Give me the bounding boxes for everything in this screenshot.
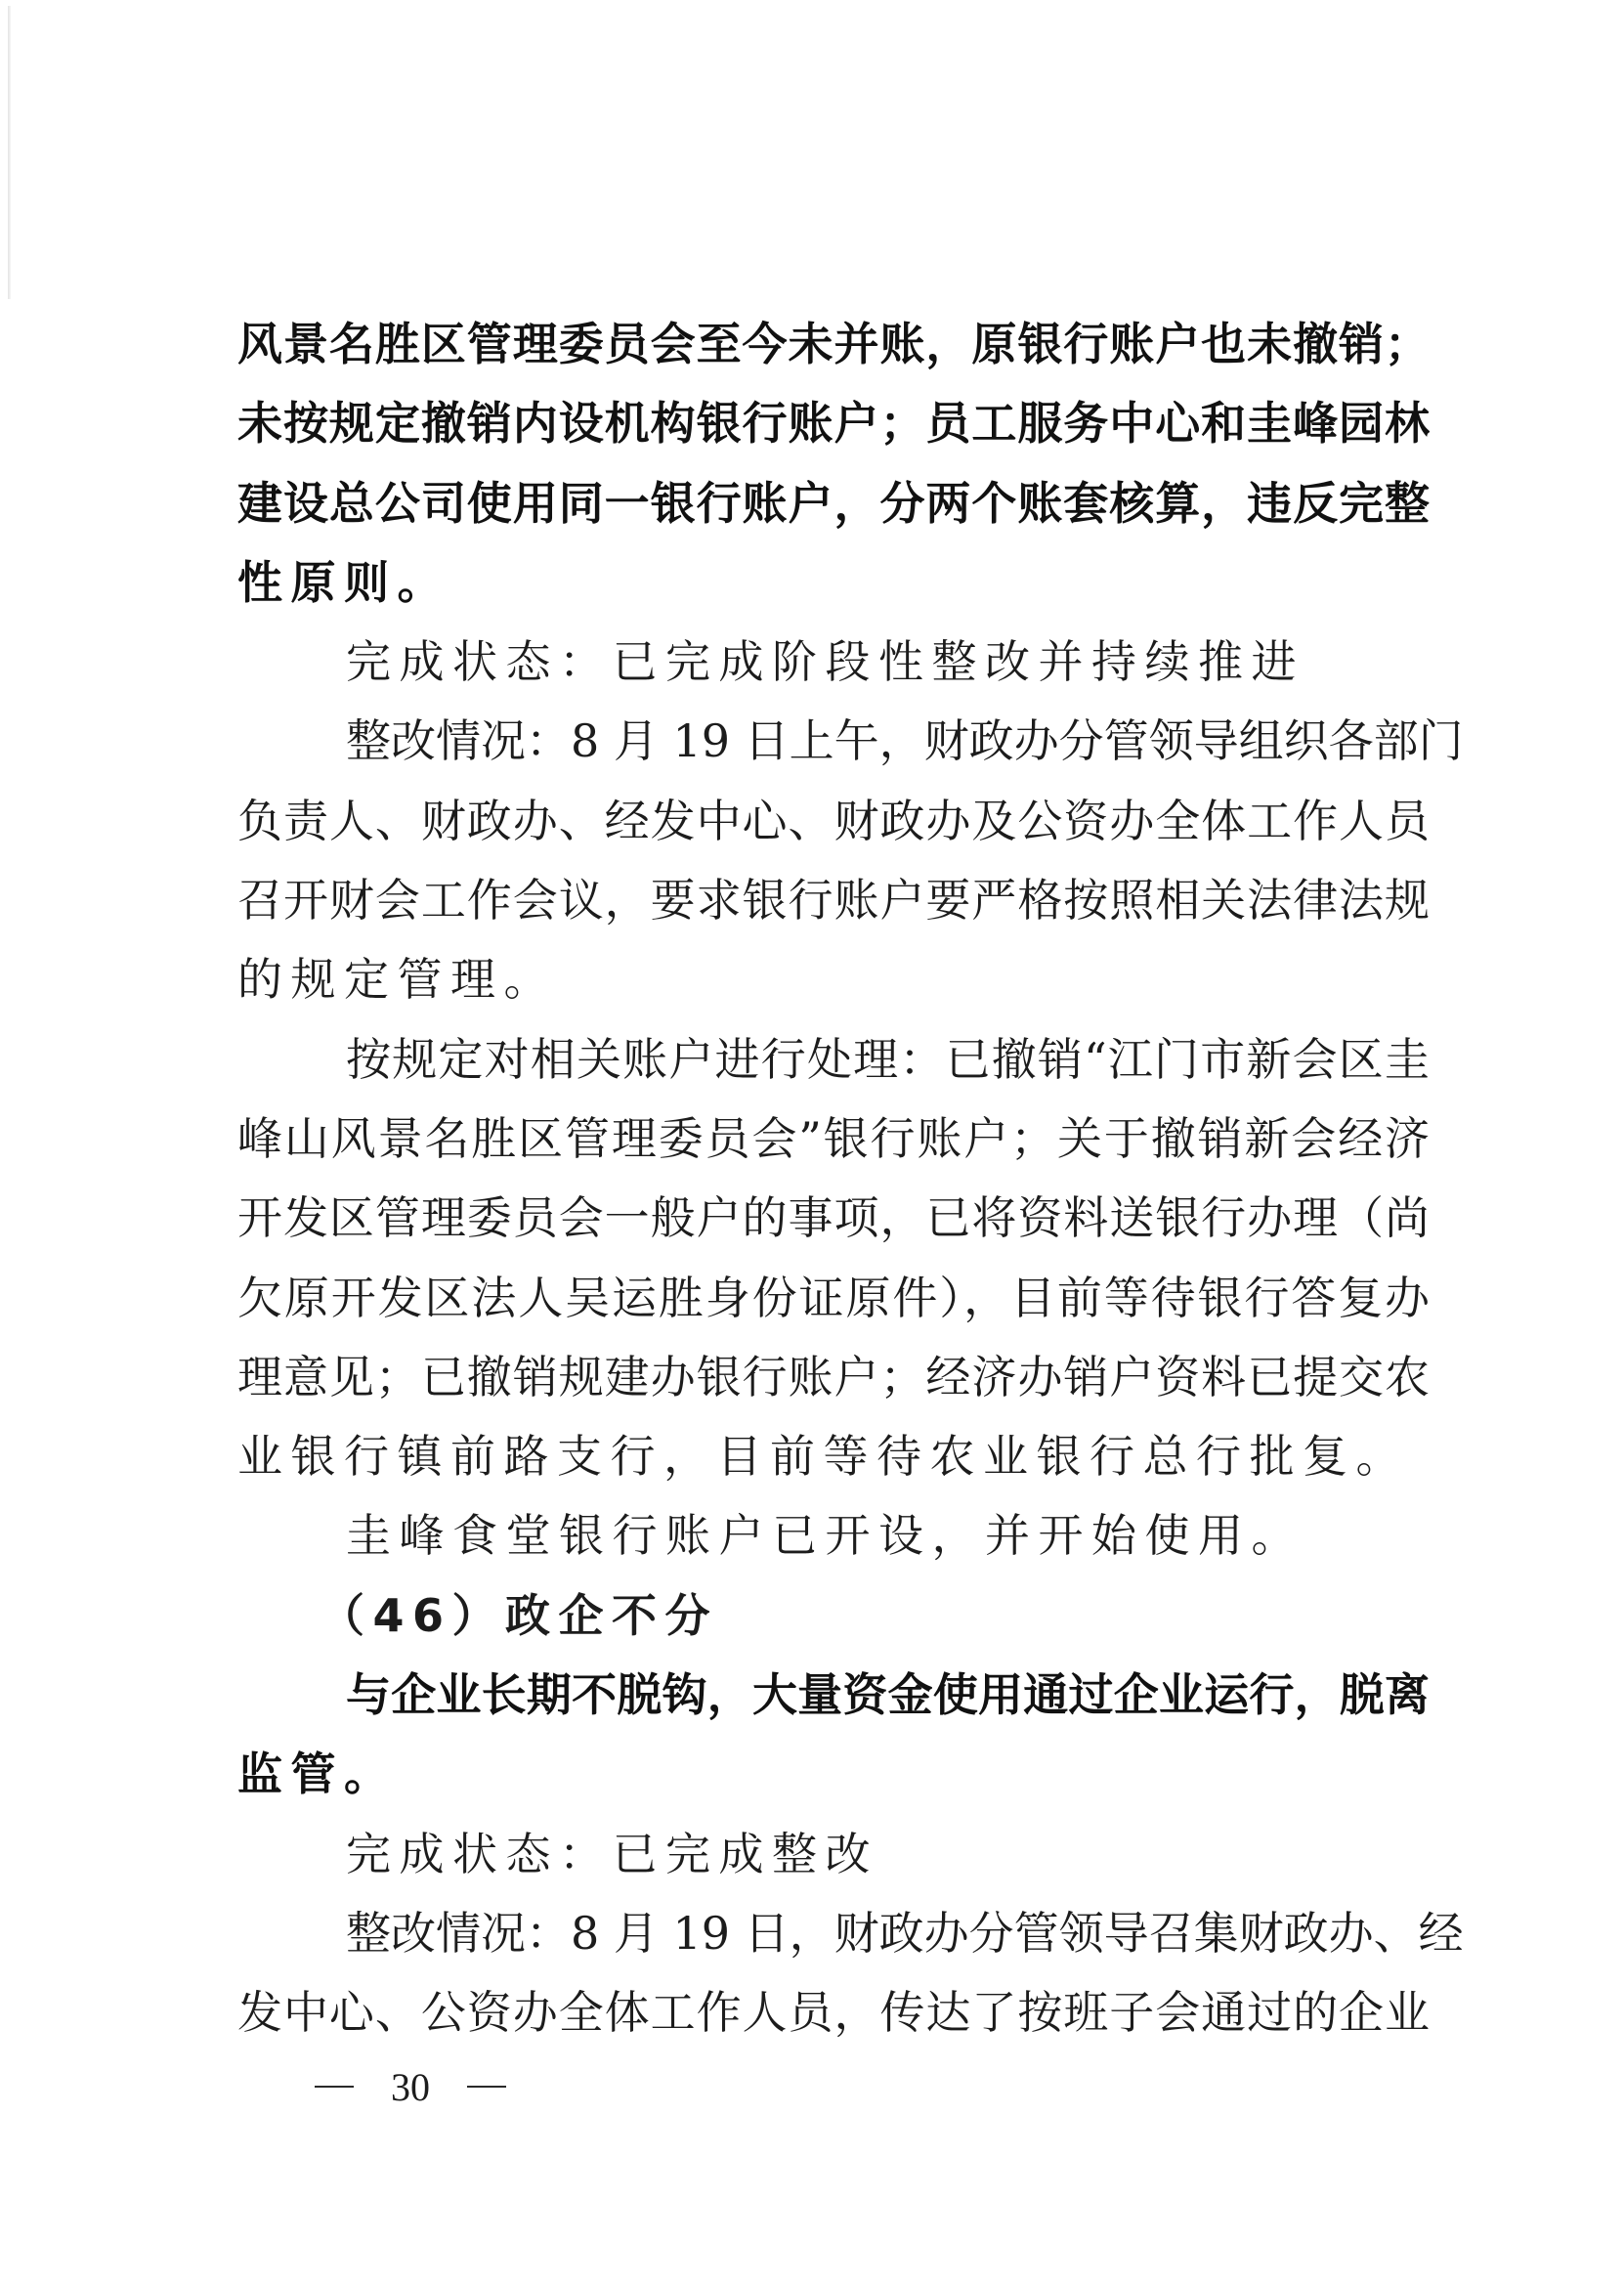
text-line: 的规定管理。 xyxy=(237,953,557,1007)
rectification-paragraph xyxy=(237,1894,1464,2053)
issue-text-paragraph xyxy=(237,305,1430,623)
text-line: 与企业长期不脱钩，大量资金使用通过企业运行，脱离 xyxy=(346,1668,1430,1722)
completion-status xyxy=(237,623,1430,702)
text-line: 建设总公司使用同一银行账户，分两个账套核算，违反完整 xyxy=(237,476,1430,530)
text-line: 监管。 xyxy=(237,1748,398,1801)
text-line: 整改情况：8 月 19 日，财政办分管领导召集财政办、经 xyxy=(346,1906,1464,1960)
text-line: 业银行镇前路支行，目前等待农业银行总行批复。 xyxy=(237,1430,1409,1484)
issue-text-paragraph xyxy=(237,1656,1430,1815)
text-line: 按规定对相关账户进行处理：已撤销“江门市新会区圭 xyxy=(346,1032,1430,1086)
section-heading: （46）政企不分 xyxy=(320,1588,719,1642)
canteen-account-paragraph xyxy=(237,1496,1430,1575)
text-line: 风景名胜区管理委员会至今未并账，原银行账户也未撤销； xyxy=(237,318,1430,370)
text-line: 开发区管理委员会一般户的事项，已将资料送银行办理（尚 xyxy=(237,1191,1430,1245)
text-line: 理意见；已撤销规建办银行账户；经济办销户资料已提交农 xyxy=(237,1350,1430,1403)
status-line: 完成状态：已完成整改 xyxy=(346,1827,878,1880)
text-line: 整改情况：8 月 19 日上午，财政办分管领导组织各部门 xyxy=(346,714,1464,768)
text-line: 性原则。 xyxy=(237,555,450,609)
text-line: 圭峰食堂银行账户已开设，并开始使用。 xyxy=(346,1509,1304,1563)
page-footer xyxy=(315,2062,506,2111)
page-number: 30 xyxy=(391,2064,430,2109)
text-line: 发中心、公资办全体工作人员，传达了按班子会通过的企业 xyxy=(237,1986,1430,2040)
text-line: 未按规定撤销内设机构银行账户；员工服务中心和圭峰园林 xyxy=(237,397,1430,451)
footer-dash-left xyxy=(315,2086,354,2088)
text-line: 峰山风景名胜区管理委员会”银行账户；关于撤销新会经济 xyxy=(237,1111,1430,1165)
status-line: 完成状态：已完成阶段性整改并持续推进 xyxy=(346,635,1304,689)
footer-dash-right xyxy=(467,2086,506,2088)
document-body xyxy=(237,305,1464,2053)
completion-status xyxy=(237,1815,1430,1894)
section-heading-46 xyxy=(237,1576,1430,1656)
text-line: 欠原开发区法人吴运胜身份证原件），目前等待银行答复办 xyxy=(237,1271,1430,1324)
rectification-paragraph xyxy=(237,702,1464,1019)
text-line: 负责人、财政办、经发中心、财政办及公资办全体工作人员 xyxy=(237,794,1430,847)
account-handling-paragraph xyxy=(237,1020,1430,1497)
scan-edge xyxy=(8,6,11,299)
text-line: 召开财会工作会议，要求银行账户要严格按照相关法律法规 xyxy=(237,874,1430,928)
